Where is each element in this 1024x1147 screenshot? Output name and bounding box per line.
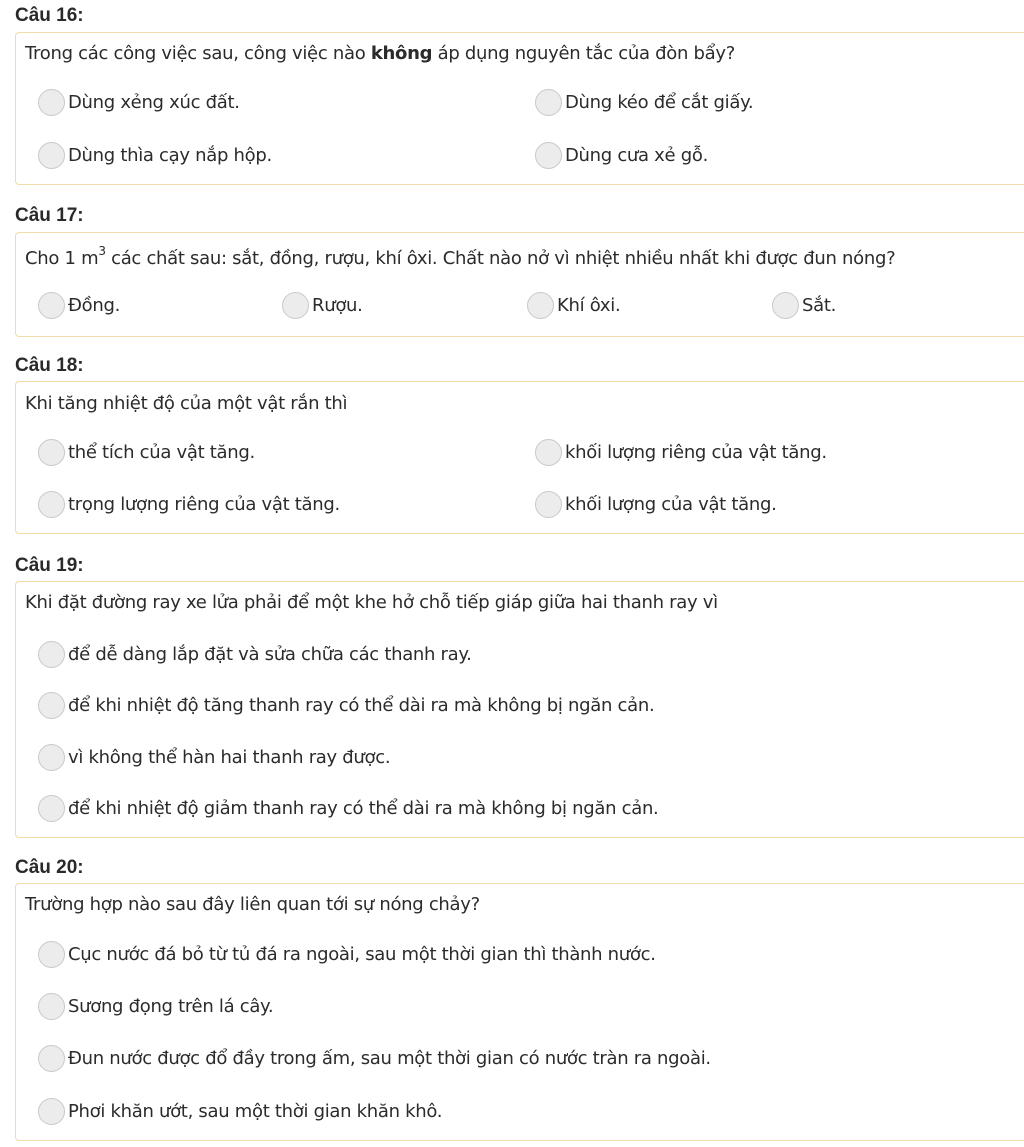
question-card bbox=[15, 883, 1024, 1141]
radio-button[interactable] bbox=[38, 1045, 65, 1072]
question-stem: Khi tăng nhiệt độ của một vật rắn thì bbox=[25, 393, 348, 414]
answer-option[interactable] bbox=[38, 744, 390, 771]
option-label: để dễ dàng lắp đặt và sửa chữa các thanh ray. bbox=[68, 644, 472, 665]
option-label: khối lượng của vật tăng. bbox=[565, 494, 777, 515]
radio-button[interactable] bbox=[535, 89, 562, 116]
option-label: Dùng xẻng xúc đất. bbox=[68, 92, 240, 113]
option-label: Khí ôxi. bbox=[557, 295, 621, 316]
answer-option[interactable] bbox=[38, 1045, 711, 1072]
answer-option[interactable] bbox=[38, 1098, 442, 1125]
answer-option[interactable] bbox=[535, 89, 753, 116]
option-label: Sương đọng trên lá cây. bbox=[68, 996, 274, 1017]
radio-button[interactable] bbox=[38, 993, 65, 1020]
option-label: thể tích của vật tăng. bbox=[68, 442, 255, 463]
radio-button[interactable] bbox=[38, 89, 65, 116]
option-label: để khi nhiệt độ tăng thanh ray có thể dài ra mà không bị ngăn cản. bbox=[68, 695, 655, 716]
question-stem: Cho 1 $m^3$ các chất sau: sắt, đồng, rượu, khí ôxi. Chất nào nở vì nhiệt nhiều nhất khi được đun nóng? bbox=[25, 244, 896, 269]
option-label: Sắt. bbox=[802, 295, 837, 316]
option-label: trọng lượng riêng của vật tăng. bbox=[68, 494, 340, 515]
radio-button[interactable] bbox=[38, 795, 65, 822]
answer-option[interactable] bbox=[38, 89, 240, 116]
answer-option[interactable] bbox=[38, 795, 658, 822]
radio-button[interactable] bbox=[527, 292, 554, 319]
radio-button[interactable] bbox=[282, 292, 309, 319]
radio-button[interactable] bbox=[38, 744, 65, 771]
question-title: Câu 17: bbox=[15, 205, 84, 226]
option-label: vì không thể hàn hai thanh ray được. bbox=[68, 747, 391, 768]
question-card bbox=[15, 232, 1024, 337]
radio-button[interactable] bbox=[535, 439, 562, 466]
option-label: Phơi khăn ướt, sau một thời gian khăn khô. bbox=[68, 1101, 443, 1122]
question-stem: Trong các công việc sau, công việc nào không áp dụng nguyên tắc của đòn bẩy? bbox=[25, 43, 735, 64]
question-stem: Trường hợp nào sau đây liên quan tới sự nóng chảy? bbox=[25, 894, 480, 915]
radio-button[interactable] bbox=[38, 1098, 65, 1125]
answer-option[interactable] bbox=[38, 692, 654, 719]
question-title: Câu 18: bbox=[15, 355, 84, 376]
radio-button[interactable] bbox=[772, 292, 799, 319]
answer-option[interactable] bbox=[38, 142, 272, 169]
question-card bbox=[15, 381, 1024, 534]
radio-button[interactable] bbox=[38, 941, 65, 968]
option-label: Dùng thìa cạy nắp hộp. bbox=[68, 145, 272, 166]
question-title: Câu 19: bbox=[15, 555, 84, 576]
option-label: khối lượng riêng của vật tăng. bbox=[565, 442, 827, 463]
answer-option[interactable] bbox=[527, 292, 620, 319]
radio-button[interactable] bbox=[38, 439, 65, 466]
option-label: để khi nhiệt độ giảm thanh ray có thể dài ra mà không bị ngăn cản. bbox=[68, 798, 659, 819]
answer-option[interactable] bbox=[38, 491, 340, 518]
answer-option[interactable] bbox=[535, 491, 777, 518]
question-card bbox=[15, 32, 1024, 185]
answer-option[interactable] bbox=[535, 142, 708, 169]
question-title: Câu 20: bbox=[15, 857, 84, 878]
option-label: Rượu. bbox=[312, 295, 363, 316]
radio-button[interactable] bbox=[38, 292, 65, 319]
answer-option[interactable] bbox=[38, 439, 255, 466]
radio-button[interactable] bbox=[38, 692, 65, 719]
radio-button[interactable] bbox=[38, 142, 65, 169]
radio-button[interactable] bbox=[38, 491, 65, 518]
answer-option[interactable] bbox=[535, 439, 827, 466]
question-stem: Khi đặt đường ray xe lửa phải để một khe hở chỗ tiếp giáp giữa hai thanh ray vì bbox=[25, 592, 718, 613]
answer-option[interactable] bbox=[772, 292, 836, 319]
option-label: Đun nước được đổ đầy trong ấm, sau một thời gian có nước tràn ra ngoài. bbox=[68, 1048, 711, 1069]
option-label: Cục nước đá bỏ từ tủ đá ra ngoài, sau một thời gian thì thành nước. bbox=[68, 944, 656, 965]
option-label: Đồng. bbox=[68, 295, 121, 316]
answer-option[interactable] bbox=[38, 941, 656, 968]
answer-option[interactable] bbox=[38, 292, 120, 319]
radio-button[interactable] bbox=[535, 142, 562, 169]
option-label: Dùng cưa xẻ gỗ. bbox=[565, 145, 708, 166]
question-card bbox=[15, 581, 1024, 838]
radio-button[interactable] bbox=[535, 491, 562, 518]
radio-button[interactable] bbox=[38, 641, 65, 668]
answer-option[interactable] bbox=[38, 993, 273, 1020]
answer-option[interactable] bbox=[282, 292, 363, 319]
answer-option[interactable] bbox=[38, 641, 472, 668]
option-label: Dùng kéo để cắt giấy. bbox=[565, 92, 754, 113]
question-title: Câu 16: bbox=[15, 5, 84, 26]
